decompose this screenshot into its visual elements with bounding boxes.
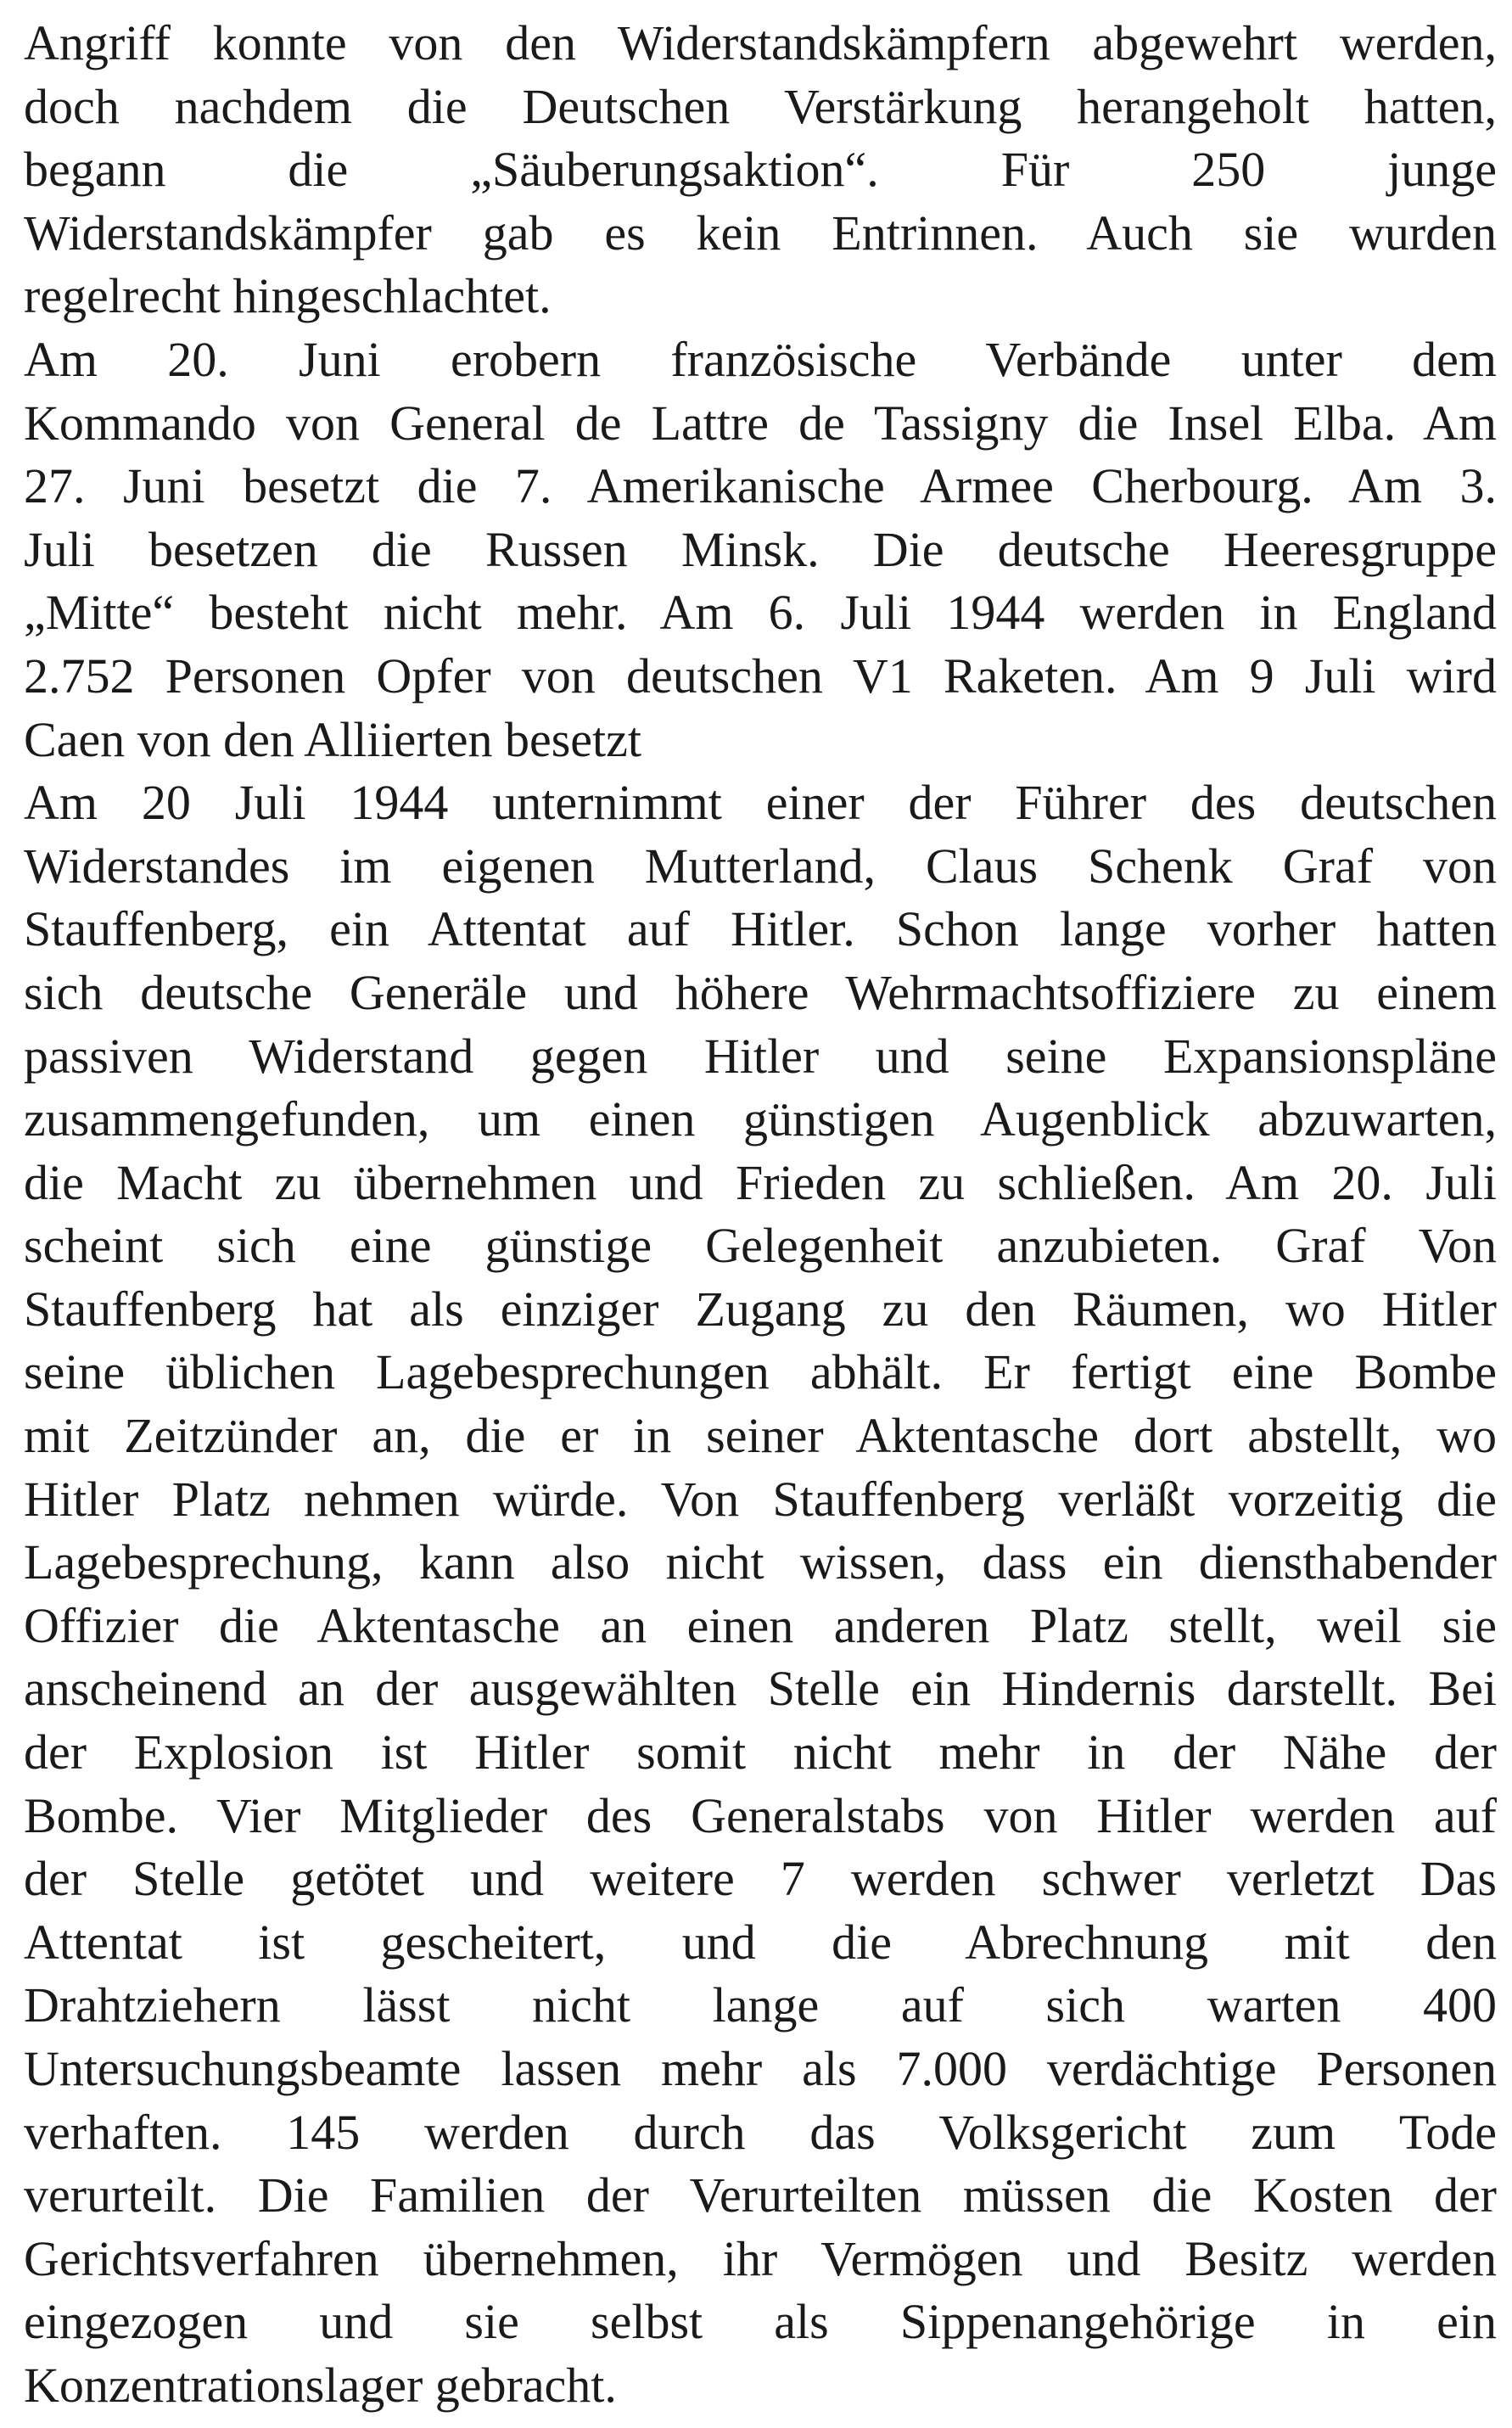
text-line: Angriff konnte von den Widerstandskämpfern abgewehrt werden, bbox=[24, 15, 1497, 70]
text-line: Kommando von General de Lattre de Tassigny die Insel Elba. Am bbox=[24, 395, 1497, 451]
text-line: „Mitte“ besteht nicht mehr. Am 6. Juli 1944 werden in England bbox=[24, 585, 1497, 641]
text-line: Offizier die Aktentasche an einen anderen Platz stellt, weil sie bbox=[24, 1597, 1497, 1653]
text-line: Untersuchungsbeamte lassen mehr als 7.000 verdächtige Personen bbox=[24, 2041, 1497, 2096]
text-line: Attentat ist gescheitert, und die Abrechnung mit den bbox=[24, 1914, 1497, 1970]
text-line: anscheinend an der ausgewählten Stelle ein Hindernis darstellt. Bei bbox=[24, 1661, 1497, 1717]
text-line: Juli besetzen die Russen Minsk. Die deutsche Heeresgruppe bbox=[24, 521, 1497, 577]
text-line: Widerstandskämpfer gab es kein Entrinnen. Auch sie wurden bbox=[24, 205, 1497, 261]
text-line: begann die „Säuberungsaktion“. Für 250 junge bbox=[24, 142, 1497, 198]
text-line: Caen von den Alliierten besetzt bbox=[24, 711, 642, 767]
text-line: 2.752 Personen Opfer von deutschen V1 Raketen. Am 9 Juli wird bbox=[24, 648, 1497, 704]
paragraph-1 bbox=[24, 12, 1497, 328]
text-line: Gerichtsverfahren übernehmen, ihr Vermögen und Besitz werden bbox=[24, 2230, 1497, 2286]
text-line: Lagebesprechung, kann also nicht wissen, dass ein diensthabender bbox=[24, 1534, 1497, 1590]
text-line: Widerstandes im eigenen Mutterland, Claus Schenk Graf von bbox=[24, 838, 1497, 894]
text-line: Stauffenberg, ein Attentat auf Hitler. Schon lange vorher hatten bbox=[24, 901, 1497, 957]
text-line: seine üblichen Lagebesprechungen abhält. Er fertigt eine Bombe bbox=[24, 1344, 1497, 1400]
text-line: verurteilt. Die Familien der Verurteilten müssen die Kosten der bbox=[24, 2167, 1497, 2223]
text-line: Bombe. Vier Mitglieder des Generalstabs von Hitler werden auf bbox=[24, 1787, 1497, 1843]
text-line: scheint sich eine günstige Gelegenheit anzubieten. Graf Von bbox=[24, 1218, 1497, 1274]
text-line: verhaften. 145 werden durch das Volksgericht zum Tode bbox=[24, 2104, 1497, 2160]
text-line: die Macht zu übernehmen und Frieden zu schließen. Am 20. Juli bbox=[24, 1154, 1497, 1210]
text-line: Am 20 Juli 1944 unternimmt einer der Führer des deutschen bbox=[24, 775, 1497, 831]
text-line: Stauffenberg hat als einziger Zugang zu den Räumen, wo Hitler bbox=[24, 1281, 1497, 1337]
text-line: Konzentrationslager gebracht. bbox=[24, 2357, 617, 2413]
text-line: 27. Juni besetzt die 7. Amerikanische Armee Cherbourg. Am 3. bbox=[24, 458, 1497, 514]
text-line: regelrecht hingeschlachtet. bbox=[24, 268, 552, 324]
text-line: der Explosion ist Hitler somit nicht mehr in der Nähe der bbox=[24, 1724, 1497, 1780]
paragraph-2 bbox=[24, 328, 1497, 771]
text-line: sich deutsche Generäle und höhere Wehrmachtsoffiziere zu einem bbox=[24, 964, 1497, 1020]
text-line: mit Zeitzünder an, die er in seiner Aktentasche dort abstellt, wo bbox=[24, 1408, 1497, 1464]
text-line: Hitler Platz nehmen würde. Von Stauffenberg verläßt vorzeitig die bbox=[24, 1471, 1497, 1527]
text-line: der Stelle getötet und weitere 7 werden schwer verletzt Das bbox=[24, 1851, 1497, 1907]
text-line: Am 20. Juni erobern französische Verbände unter dem bbox=[24, 331, 1497, 387]
text-line: eingezogen und sie selbst als Sippenangehörige in ein bbox=[24, 2294, 1497, 2350]
paragraph-3 bbox=[24, 771, 1497, 2417]
text-line: doch nachdem die Deutschen Verstärkung herangeholt hatten, bbox=[24, 78, 1497, 134]
text-line: passiven Widerstand gegen Hitler und seine Expansionspläne bbox=[24, 1028, 1497, 1084]
text-line: zusammengefunden, um einen günstigen Augenblick abzuwarten, bbox=[24, 1091, 1497, 1147]
text-line: Drahtziehern lässt nicht lange auf sich warten 400 bbox=[24, 1977, 1497, 2033]
document-body bbox=[24, 12, 1497, 2418]
